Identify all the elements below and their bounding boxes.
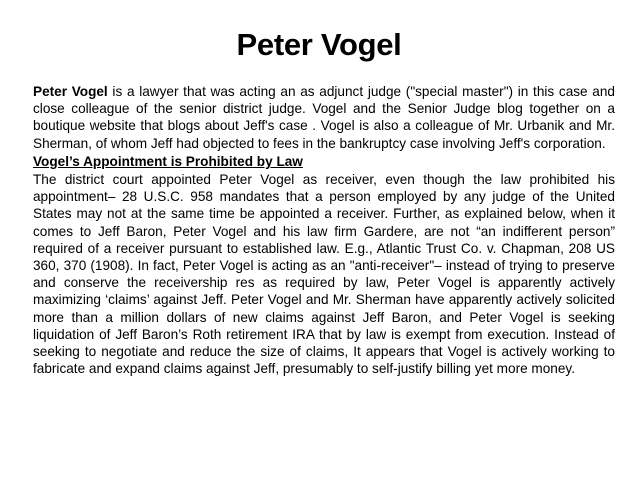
intro-name: Peter Vogel xyxy=(33,84,108,99)
slide-title: Peter Vogel xyxy=(236,27,402,62)
section-heading: Vogel’s Appointment is Prohibited by Law xyxy=(33,153,303,169)
intro-paragraph xyxy=(33,83,615,152)
intro-text: is a lawyer that was acting an as adjunct judge ("special master") in this case and close colleague of the senior district judge. Vogel and the Senior Judge blog together on a boutique website that blogs about Jeff's case . Vogel is also a colleague of Mr. Urbanik and Mr. Sherman, of whom Jeff had objected to fees in the bankruptcy case involving Jeff's corporation. xyxy=(33,84,615,151)
slide-content xyxy=(33,83,615,377)
body-paragraph: The district court appointed Peter Vogel as receiver, even though the law prohibited his appointment– 28 U.S.C. 958 mandates that a person employed by any judge of the United States may not at the same time be appointed a receiver. Further, as explained below, when it comes to Jeff Baron, Peter Vogel and his law firm Gardere, are not “an indifferent person” required of a receiver pursuant to established law. E.g., Atlantic Trust Co. v. Chapman, 208 US 360, 370 (1908). In fact, Peter Vogel is acting as an "anti-receiver"– instead of trying to preserve and conserve the receivership res as required by law, Peter Vogel is apparently actively maximizing ‘claims’ against Jeff. Peter Vogel and Mr. Sherman have apparently actively solicited more than a million dollars of new claims against Jeff Baron, and Peter Vogel is seeking liquidation of Jeff Baron’s Roth retirement IRA that by law is exempt from execution. Instead of seeking to negotiate and reduce the size of claims, It appears that Vogel is actively working to fabricate and expand claims against Jeff, presumably to self-justify billing yet more money. xyxy=(33,172,615,377)
